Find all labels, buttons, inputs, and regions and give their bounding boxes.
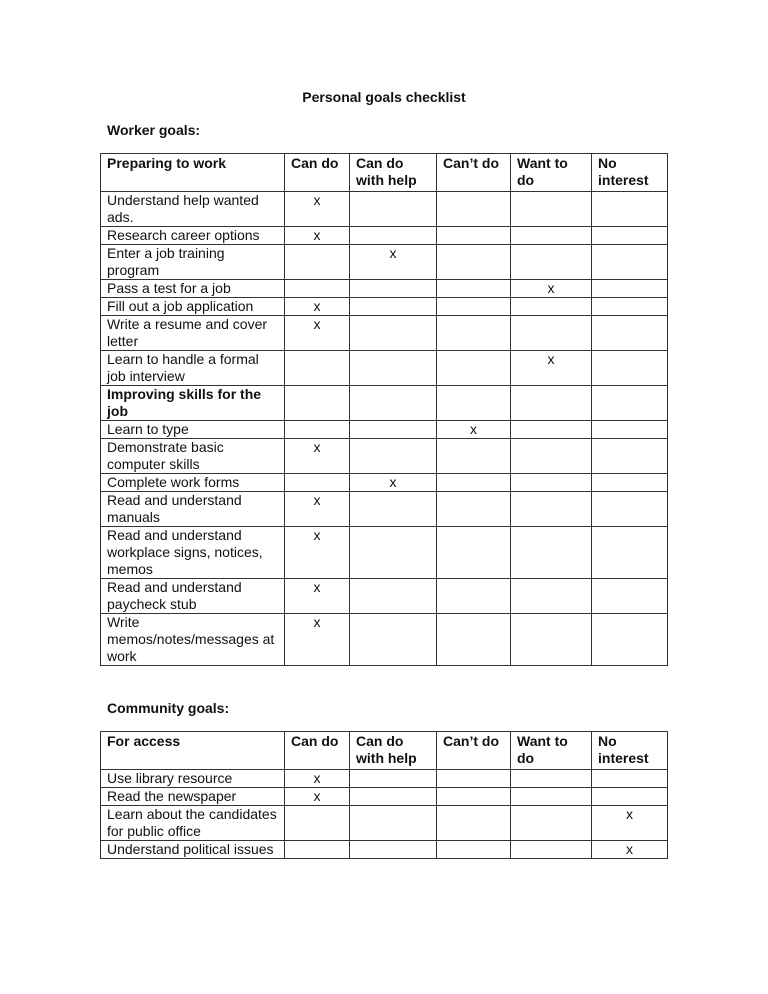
checklist-mark: x (511, 351, 592, 386)
goal-label: Demonstrate basic computer skills (101, 439, 285, 474)
column-header: No interest (592, 732, 668, 770)
checklist-mark (437, 770, 511, 788)
checklist-mark (350, 280, 437, 298)
checklist-mark (437, 280, 511, 298)
checklist-mark: x (592, 806, 668, 841)
checklist-mark (511, 245, 592, 280)
goal-label: Understand political issues (101, 841, 285, 859)
community-goals-table (100, 731, 668, 859)
checklist-mark (350, 439, 437, 474)
table-header-row (101, 154, 668, 192)
checklist-mark: x (350, 245, 437, 280)
checklist-mark (511, 474, 592, 492)
checklist-mark (437, 439, 511, 474)
checklist-mark: x (285, 788, 350, 806)
checklist-mark (511, 421, 592, 439)
checklist-mark (511, 614, 592, 666)
checklist-mark (350, 192, 437, 227)
column-header: Preparing to work (101, 154, 285, 192)
goal-label: Enter a job training program (101, 245, 285, 280)
checklist-mark (437, 316, 511, 351)
checklist-mark (437, 492, 511, 527)
checklist-mark (437, 351, 511, 386)
column-header: Can do with help (350, 154, 437, 192)
table-row (101, 492, 668, 527)
community-goals-heading: Community goals: (107, 700, 230, 716)
checklist-mark (285, 245, 350, 280)
checklist-mark (437, 841, 511, 859)
checklist-mark (592, 351, 668, 386)
checklist-mark (592, 245, 668, 280)
checklist-mark (350, 298, 437, 316)
checklist-mark (350, 579, 437, 614)
checklist-mark (437, 192, 511, 227)
checklist-mark (350, 806, 437, 841)
goal-label: Complete work forms (101, 474, 285, 492)
checklist-mark (511, 192, 592, 227)
checklist-mark (511, 788, 592, 806)
checklist-mark (437, 614, 511, 666)
column-header: Can do with help (350, 732, 437, 770)
table-row (101, 806, 668, 841)
checklist-mark (285, 351, 350, 386)
checklist-mark (592, 298, 668, 316)
checklist-mark (592, 386, 668, 421)
checklist-mark (592, 227, 668, 245)
checklist-mark (285, 474, 350, 492)
goal-label: Pass a test for a job (101, 280, 285, 298)
checklist-mark (592, 439, 668, 474)
goal-label: Fill out a job application (101, 298, 285, 316)
checklist-mark (285, 386, 350, 421)
goal-label: Learn about the candidates for public office (101, 806, 285, 841)
checklist-mark (285, 421, 350, 439)
table-row (101, 439, 668, 474)
checklist-mark (592, 421, 668, 439)
table-row (101, 280, 668, 298)
table-row (101, 192, 668, 227)
table-row (101, 316, 668, 351)
checklist-mark (350, 492, 437, 527)
checklist-mark (437, 579, 511, 614)
checklist-mark: x (285, 614, 350, 666)
goal-label: Research career options (101, 227, 285, 245)
checklist-mark (592, 492, 668, 527)
checklist-mark (592, 527, 668, 579)
checklist-mark (437, 227, 511, 245)
table-row (101, 579, 668, 614)
checklist-mark (437, 298, 511, 316)
column-header: No interest (592, 154, 668, 192)
checklist-mark (350, 614, 437, 666)
table-row (101, 421, 668, 439)
column-header: For access (101, 732, 285, 770)
table-row (101, 841, 668, 859)
checklist-mark: x (592, 841, 668, 859)
checklist-mark: x (350, 474, 437, 492)
checklist-mark (350, 386, 437, 421)
checklist-mark (511, 227, 592, 245)
checklist-mark (592, 474, 668, 492)
checklist-mark (350, 788, 437, 806)
checklist-mark (350, 527, 437, 579)
checklist-mark (437, 245, 511, 280)
checklist-mark (437, 527, 511, 579)
checklist-mark: x (285, 439, 350, 474)
checklist-mark: x (285, 527, 350, 579)
checklist-mark: x (285, 579, 350, 614)
checklist-mark (350, 227, 437, 245)
goal-label: Read and understand paycheck stub (101, 579, 285, 614)
checklist-mark: x (285, 227, 350, 245)
checklist-mark (350, 841, 437, 859)
checklist-mark: x (285, 770, 350, 788)
column-header: Want to do (511, 732, 592, 770)
table-row (101, 386, 668, 421)
checklist-mark (350, 770, 437, 788)
goal-label: Write a resume and cover letter (101, 316, 285, 351)
table-row (101, 227, 668, 245)
checklist-mark (511, 579, 592, 614)
checklist-mark (285, 841, 350, 859)
checklist-mark (592, 192, 668, 227)
checklist-mark: x (285, 492, 350, 527)
checklist-mark (511, 492, 592, 527)
checklist-mark (437, 806, 511, 841)
checklist-mark (592, 579, 668, 614)
checklist-mark (285, 280, 350, 298)
worker-goals-table (100, 153, 668, 666)
goal-label: Write memos/notes/messages at work (101, 614, 285, 666)
checklist-mark (592, 316, 668, 351)
checklist-mark (437, 788, 511, 806)
checklist-mark: x (511, 280, 592, 298)
table-row (101, 474, 668, 492)
table-row (101, 245, 668, 280)
checklist-mark (350, 351, 437, 386)
checklist-mark (437, 474, 511, 492)
checklist-mark (350, 421, 437, 439)
checklist-mark (511, 806, 592, 841)
column-header: Can do (285, 732, 350, 770)
checklist-mark (592, 770, 668, 788)
worker-goals-heading: Worker goals: (107, 122, 201, 138)
goal-label: Read the newspaper (101, 788, 285, 806)
checklist-mark (592, 788, 668, 806)
checklist-mark (511, 298, 592, 316)
goal-label: Read and understand manuals (101, 492, 285, 527)
checklist-mark: x (285, 192, 350, 227)
checklist-mark: x (437, 421, 511, 439)
checklist-mark (511, 316, 592, 351)
goal-label: Use library resource (101, 770, 285, 788)
checklist-mark: x (285, 316, 350, 351)
table-header-row (101, 732, 668, 770)
goal-label: Learn to handle a formal job interview (101, 351, 285, 386)
goal-label: Learn to type (101, 421, 285, 439)
checklist-mark (350, 316, 437, 351)
page-title: Personal goals checklist (302, 89, 466, 105)
checklist-mark (285, 806, 350, 841)
checklist-mark (511, 841, 592, 859)
table-row (101, 788, 668, 806)
subsection-label: Improving skills for the job (101, 386, 285, 421)
checklist-mark (511, 527, 592, 579)
checklist-mark (592, 614, 668, 666)
table-row (101, 351, 668, 386)
column-header: Can’t do (437, 732, 511, 770)
checklist-mark (511, 386, 592, 421)
checklist-mark: x (285, 298, 350, 316)
column-header: Can’t do (437, 154, 511, 192)
table-row (101, 614, 668, 666)
table-row (101, 298, 668, 316)
goal-label: Read and understand workplace signs, notices, memos (101, 527, 285, 579)
table-row (101, 770, 668, 788)
checklist-mark (511, 439, 592, 474)
column-header: Want to do (511, 154, 592, 192)
checklist-mark (437, 386, 511, 421)
table-row (101, 527, 668, 579)
column-header: Can do (285, 154, 350, 192)
goal-label: Understand help wanted ads. (101, 192, 285, 227)
checklist-mark (511, 770, 592, 788)
checklist-mark (592, 280, 668, 298)
